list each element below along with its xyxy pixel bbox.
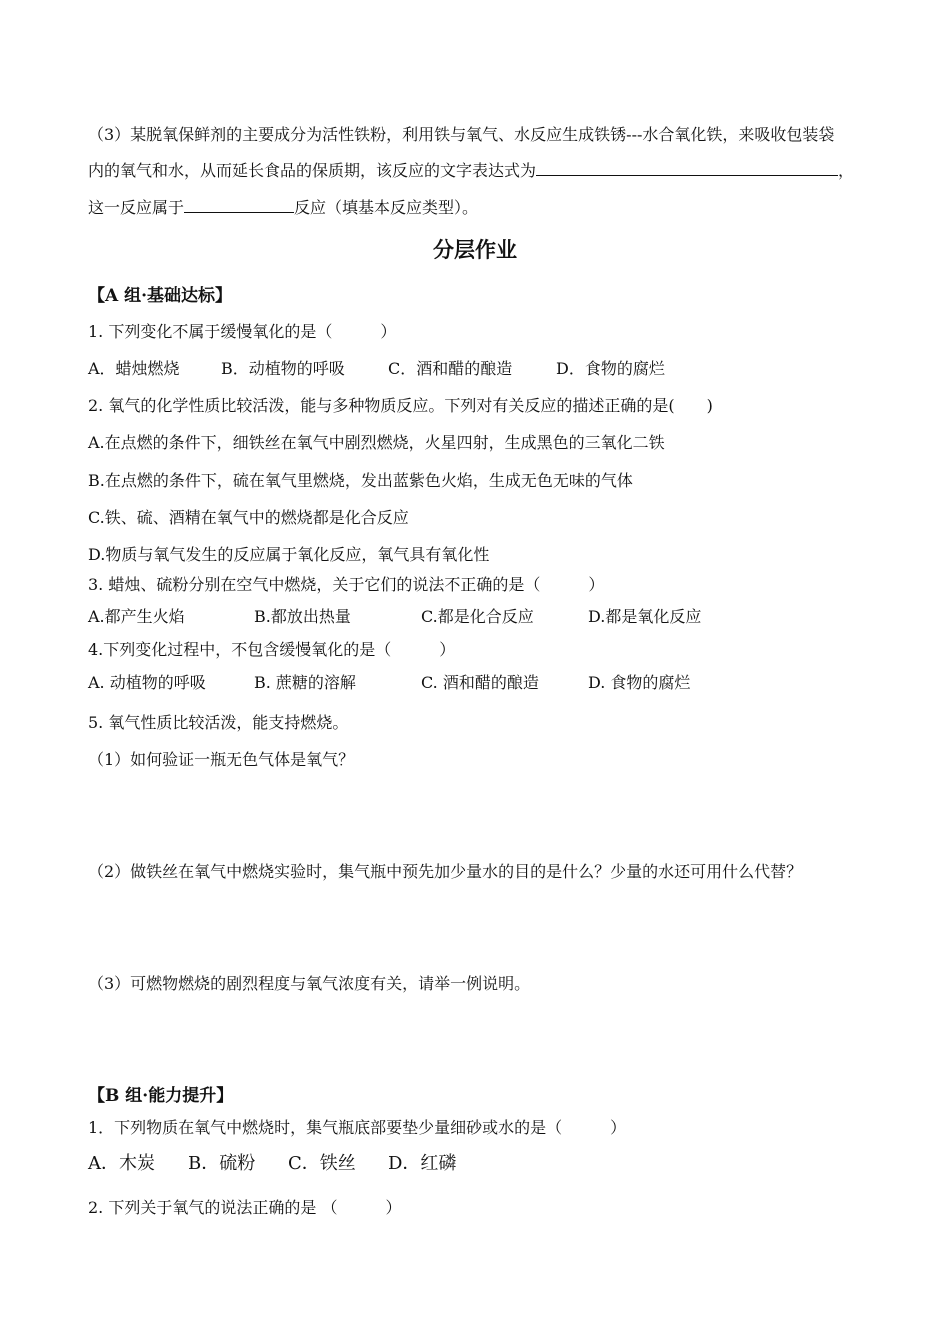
- group-a-q1-text: 1. 下列变化不属于缓慢氧化的是（ ）: [88, 322, 397, 341]
- group-a-q4-options: [88, 673, 690, 693]
- group-a-q2-option-a[interactable]: A.在点燃的条件下，细铁丝在氧气中剧烈燃烧，火星四射，生成黑色的三氧化二铁: [88, 433, 665, 452]
- group-a-q3-options: [88, 607, 701, 627]
- paragraph-3-line-3-text: 这一反应属于: [88, 198, 185, 217]
- option-b[interactable]: B. 蔗糖的溶解: [254, 673, 356, 692]
- option-b[interactable]: B．硫粉: [188, 1153, 256, 1174]
- group-a-q2-option-d[interactable]: D.物质与氧气发生的反应属于氧化反应，氧气具有氧化性: [88, 545, 490, 564]
- group-a-q4-text: 4.下列变化过程中，不包含缓慢氧化的是（ ）: [88, 640, 456, 659]
- option-a[interactable]: A．蜡烛燃烧: [88, 359, 180, 378]
- option-d[interactable]: D．食物的腐烂: [556, 359, 665, 378]
- group-b-q1-options: [88, 1154, 456, 1174]
- paragraph-3-line-3: [88, 198, 478, 218]
- option-d[interactable]: D.都是氧化反应: [588, 607, 702, 626]
- group-a-q1-options: [88, 359, 665, 379]
- option-c[interactable]: C.都是化合反应: [421, 607, 534, 626]
- answer-blank-reaction-type[interactable]: [184, 198, 294, 213]
- group-a-q2-option-c[interactable]: C.铁、硫、酒精在氧气中的燃烧都是化合反应: [88, 508, 409, 527]
- option-c[interactable]: C. 酒和醋的酿造: [421, 673, 539, 692]
- group-a-q5-sub-1: （1）如何验证一瓶无色气体是氧气？: [88, 750, 355, 769]
- group-b-q2-text: 2. 下列关于氧气的说法正确的是 （ ）: [88, 1198, 402, 1217]
- option-b[interactable]: B．动植物的呼吸: [221, 359, 345, 378]
- page-title: 分层作业: [433, 237, 517, 262]
- paragraph-3-line-1: （3）某脱氧保鲜剂的主要成分为活性铁粉，利用铁与氧气、水反应生成铁锈---水合氧化铁，来吸收包装袋: [88, 125, 835, 144]
- paragraph-3-line-2: [88, 161, 854, 181]
- group-b-q1-text: 1．下列物质在氧气中燃烧时，集气瓶底部要垫少量细砂或水的是（ ）: [88, 1118, 627, 1137]
- group-a-q5-text: 5. 氧气性质比较活泼，能支持燃烧。: [88, 713, 349, 732]
- group-a-q2-option-b[interactable]: B.在点燃的条件下，硫在氧气里燃烧，发出蓝紫色火焰，生成无色无味的气体: [88, 471, 633, 490]
- paragraph-3-line-2-comma: ，: [838, 161, 855, 180]
- group-a-q3-text: 3. 蜡烛、硫粉分别在空气中燃烧，关于它们的说法不正确的是（ ）: [88, 575, 605, 594]
- option-c[interactable]: C．铁丝: [288, 1153, 356, 1174]
- group-a-q5-sub-3: （3）可燃物燃烧的剧烈程度与氧气浓度有关，请举一例说明。: [88, 974, 531, 993]
- option-d[interactable]: D. 食物的腐烂: [588, 673, 691, 692]
- option-b[interactable]: B.都放出热量: [254, 607, 351, 626]
- option-a[interactable]: A. 动植物的呼吸: [88, 673, 206, 692]
- group-a-q2-text: 2. 氧气的化学性质比较活泼，能与多种物质反应。下列对有关反应的描述正确的是( ): [88, 396, 713, 415]
- answer-blank-expression[interactable]: [536, 161, 838, 176]
- group-a-q5-sub-2: （2）做铁丝在氧气中燃烧实验时，集气瓶中预先加少量水的目的是什么？少量的水还可用什么代替？: [88, 862, 803, 881]
- paragraph-3-line-3-tail: 反应（填基本反应类型）。: [294, 198, 479, 217]
- option-a[interactable]: A.都产生火焰: [88, 607, 185, 626]
- option-a[interactable]: A．木炭: [88, 1153, 155, 1174]
- option-c[interactable]: C．酒和醋的酿造: [388, 359, 513, 378]
- paragraph-3-line-2-text: 内的氧气和水，从而延长食品的保质期，该反应的文字表达式为: [88, 161, 537, 180]
- group-a-header: 【A 组·基础达标】: [88, 286, 233, 306]
- group-b-header: 【B 组·能力提升】: [88, 1086, 234, 1106]
- option-d[interactable]: D．红磷: [388, 1153, 457, 1174]
